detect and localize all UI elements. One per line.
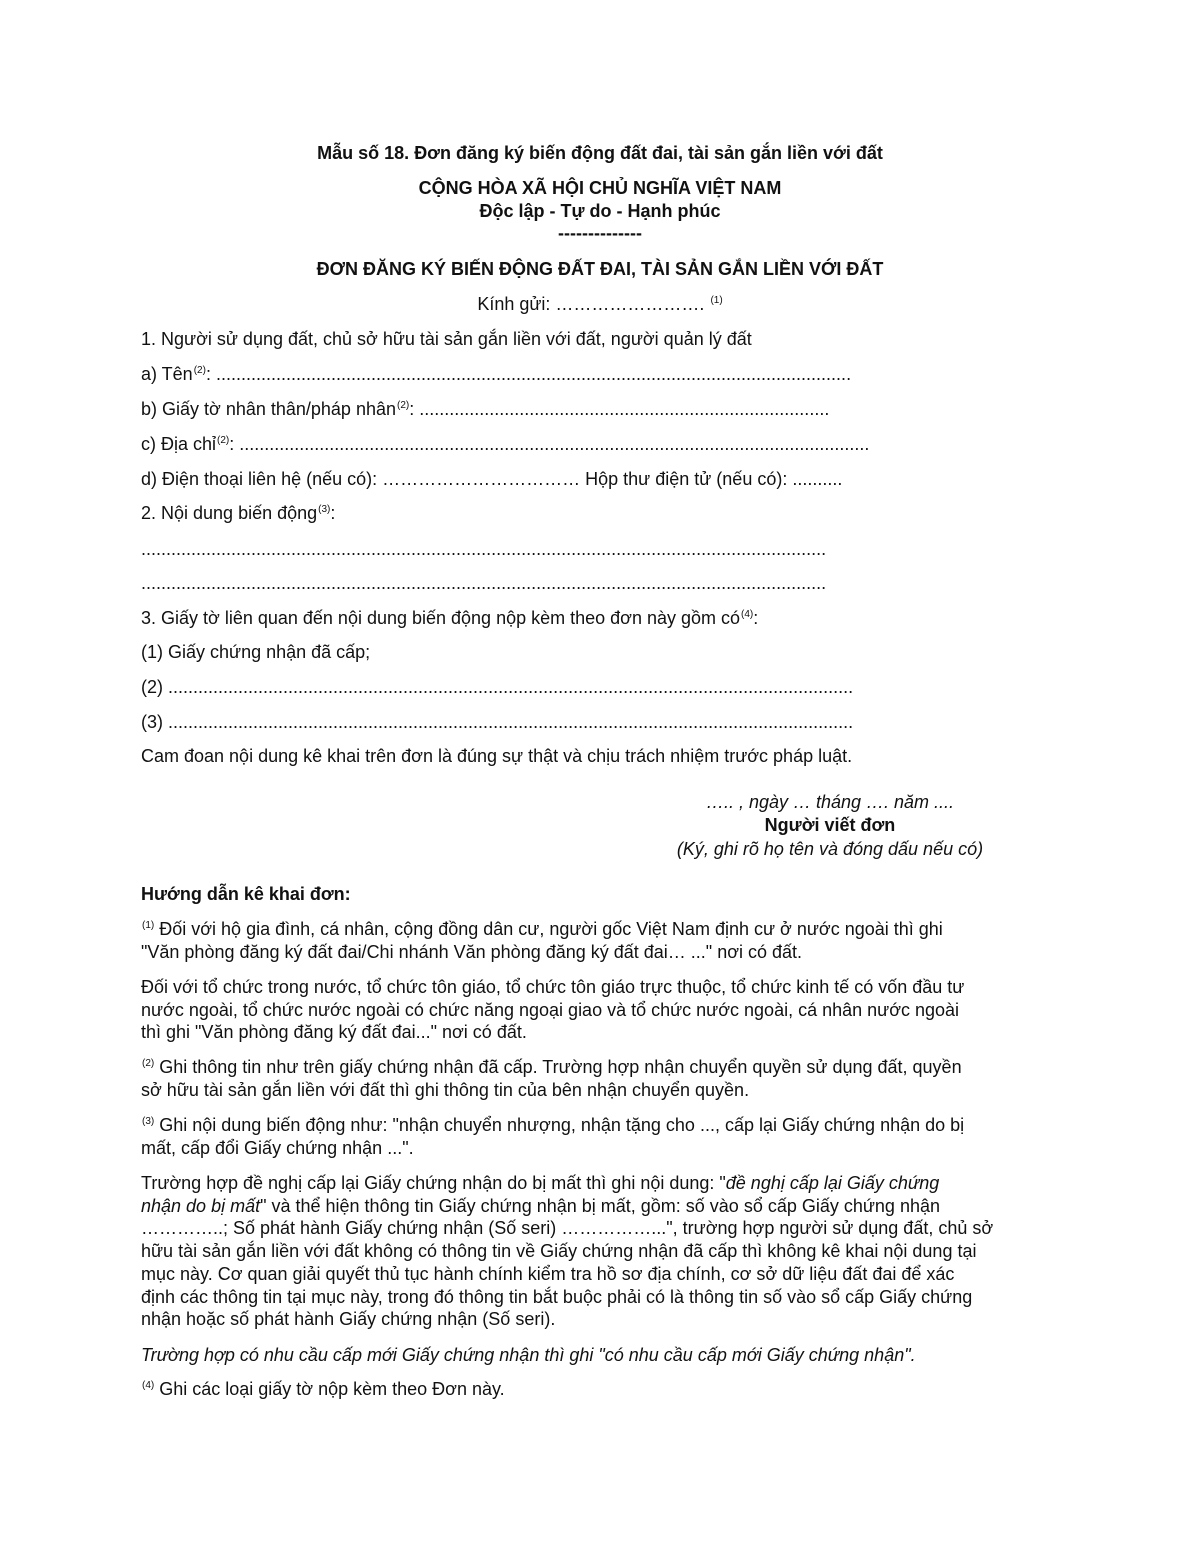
guide-text: " và thể hiện thông tin Giấy chứng nhận bị mất, gồm: số vào sổ cấp Giấy chứng nhận bbox=[260, 1196, 940, 1216]
attachment-item-3: (3) ......................................................................................................................................... bbox=[141, 712, 854, 732]
footnote-marker-2: (2) bbox=[142, 1058, 155, 1069]
guide-paragraph-2-line-2: nước ngoài, tổ chức nước ngoài có chức năng ngoại giao và tổ chức nước ngoài, cá nhân nước ngoài bbox=[141, 1000, 960, 1020]
form-title: Mẫu số 18. Đơn đăng ký biến động đất đai, tài sản gắn liền với đất bbox=[317, 143, 883, 163]
guide-note-3-line-2: mất, cấp đổi Giấy chứng nhận ...". bbox=[141, 1138, 414, 1158]
signature-title: Người viết đơn bbox=[764, 815, 896, 835]
signature-note: (Ký, ghi rõ họ tên và đóng dấu nếu có) bbox=[676, 839, 984, 859]
guide-paragraph-5-line-1 bbox=[141, 1172, 939, 1194]
footnote-ref-1: (1) bbox=[710, 295, 723, 306]
guide-paragraph-5-line-7: nhận hoặc số phát hành Giấy chứng nhận (Số seri). bbox=[141, 1309, 556, 1329]
guide-title: Hướng dẫn kê khai đơn: bbox=[141, 884, 351, 904]
section2-title-line: 2. Nội dung biến động$^{(3)}$: bbox=[141, 503, 336, 523]
motto: Độc lập - Tự do - Hạnh phúc bbox=[479, 201, 721, 221]
guide-paragraph-2-line-1: Đối với tổ chức trong nước, tổ chức tôn giáo, tổ chức tôn giáo trực thuộc, tổ chức kinh tế có vốn đầu tư bbox=[141, 977, 965, 997]
recipient-line bbox=[0, 293, 1200, 319]
id-document-dots: : .................................................................................. bbox=[409, 399, 830, 419]
guide-note-1-line-2: "Văn phòng đăng ký đất đai/Chi nhánh Văn phòng đăng ký đất đai… ..." nơi có đất. bbox=[141, 942, 803, 962]
guide-note-4 bbox=[141, 1378, 505, 1404]
guide-text: Ghi các loại giấy tờ nộp kèm theo Đơn này. bbox=[154, 1379, 505, 1399]
footnote-marker-3: (3) bbox=[142, 1116, 155, 1127]
id-document-label: b) Giấy tờ nhân thân/pháp nhân bbox=[141, 399, 396, 419]
guide-paragraph-5-line-6: định các thông tin tại mục này, trong đó thông tin bắt buộc phải có là thông tin số vào sổ cấp Giấy chứng bbox=[141, 1287, 973, 1307]
footnote-ref-4: (4) bbox=[741, 609, 754, 620]
guide-text: Trường hợp đề nghị cấp lại Giấy chứng nhận do bị mất thì ghi nội dung: " bbox=[141, 1173, 726, 1193]
country-name: CỘNG HÒA XÃ HỘI CHỦ NGHĨA VIỆT NAM bbox=[418, 178, 782, 198]
guide-text: Ghi nội dung biến động như: "nhận chuyển nhượng, nhận tặng cho ..., cấp lại Giấy chứng nhận do bị bbox=[154, 1115, 965, 1135]
section1-title: 1. Người sử dụng đất, chủ sở hữu tài sản gắn liền với đất, người quản lý đất bbox=[141, 329, 752, 349]
guide-note-2-line-2: sở hữu tài sản gắn liền với đất thì ghi thông tin của bên nhận chuyển quyền. bbox=[141, 1080, 750, 1100]
footnote-ref-2: (2) bbox=[217, 435, 230, 446]
guide-text: Đối với hộ gia đình, cá nhân, cộng đồng dân cư, người gốc Việt Nam định cư ở nước ngoài thì ghi bbox=[154, 919, 943, 939]
guide-text: Ghi thông tin như trên giấy chứng nhận đã cấp. Trường hợp nhận chuyển quyền sử dụng đất, quyền bbox=[154, 1057, 962, 1077]
address-field bbox=[141, 433, 869, 459]
footnote-ref-2: (2) bbox=[193, 365, 206, 376]
recipient-label: Kính gửi: ……………………. bbox=[477, 294, 705, 314]
section2-blank-line-2: ......................................................................................................................................... bbox=[141, 573, 827, 593]
id-document-field bbox=[141, 398, 829, 424]
address-dots: : .............................................................................................................................. bbox=[229, 434, 870, 454]
guide-text-italic: đề nghị cấp lại Giấy chứng bbox=[725, 1173, 940, 1193]
guide-paragraph-5-line-2 bbox=[141, 1195, 940, 1217]
guide-paragraph-5-line-5: mục này. Cơ quan giải quyết thủ tục hành chính kiểm tra hồ sơ địa chính, cơ sở dữ liệu đất đai để xác bbox=[141, 1264, 955, 1284]
address-label: c) Địa chỉ bbox=[141, 434, 217, 454]
footnote-ref-3: (3) bbox=[318, 504, 331, 515]
phone-email-field: d) Điện thoại liên hệ (nếu có): …………………………… Hộp thư điện tử (nếu có): .......... bbox=[141, 469, 843, 489]
attachment-item-2: (2) ......................................................................................................................................... bbox=[141, 677, 854, 697]
header-rule: -------------- bbox=[558, 223, 642, 243]
signature-date: ….. , ngày … tháng …. năm .... bbox=[705, 792, 955, 812]
guide-paragraph-2-line-3: thì ghi "Văn phòng đăng ký đất đai..." nơi có đất. bbox=[141, 1022, 527, 1042]
guide-paragraph-6: Trường hợp có nhu cầu cấp mới Giấy chứng nhận thì ghi "có nhu cầu cấp mới Giấy chứng nhận". bbox=[141, 1345, 916, 1365]
name-field bbox=[141, 363, 851, 389]
guide-text-italic: nhận do bị mất bbox=[141, 1196, 261, 1216]
section3-title: 3. Giấy tờ liên quan đến nội dung biến động nộp kèm theo đơn này gồm có bbox=[141, 608, 741, 628]
footnote-marker-1: (1) bbox=[142, 920, 155, 931]
name-label: a) Tên bbox=[141, 364, 193, 384]
footnote-ref-2: (2) bbox=[397, 400, 410, 411]
commitment-statement: Cam đoan nội dung kê khai trên đơn là đúng sự thật và chịu trách nhiệm trước pháp luật. bbox=[141, 746, 853, 766]
section2-title: 2. Nội dung biến động bbox=[141, 503, 318, 523]
attachment-item-1: (1) Giấy chứng nhận đã cấp; bbox=[141, 642, 371, 662]
guide-paragraph-5-line-3: …………..; Số phát hành Giấy chứng nhận (Số seri) ……………...", trường hợp người sử dụng đất, chủ sở bbox=[141, 1218, 994, 1238]
section2-blank-line-1: ......................................................................................................................................... bbox=[141, 539, 827, 559]
footnote-marker-4: (4) bbox=[142, 1380, 155, 1391]
section3-title-line: 3. Giấy tờ liên quan đến nội dung biến động nộp kèm theo đơn này gồm $có^{(4)}$: bbox=[141, 608, 759, 628]
name-dots: : ............................................................................................................................... bbox=[205, 364, 852, 384]
guide-paragraph-5-line-4: hữu tài sản gắn liền với đất không có thông tin về Giấy chứng nhận đã cấp thì không kê khai nội dung tại bbox=[141, 1241, 977, 1261]
document-title: ĐƠN ĐĂNG KÝ BIẾN ĐỘNG ĐẤT ĐAI, TÀI SẢN GẮN LIỀN VỚI ĐẤT bbox=[316, 259, 884, 279]
